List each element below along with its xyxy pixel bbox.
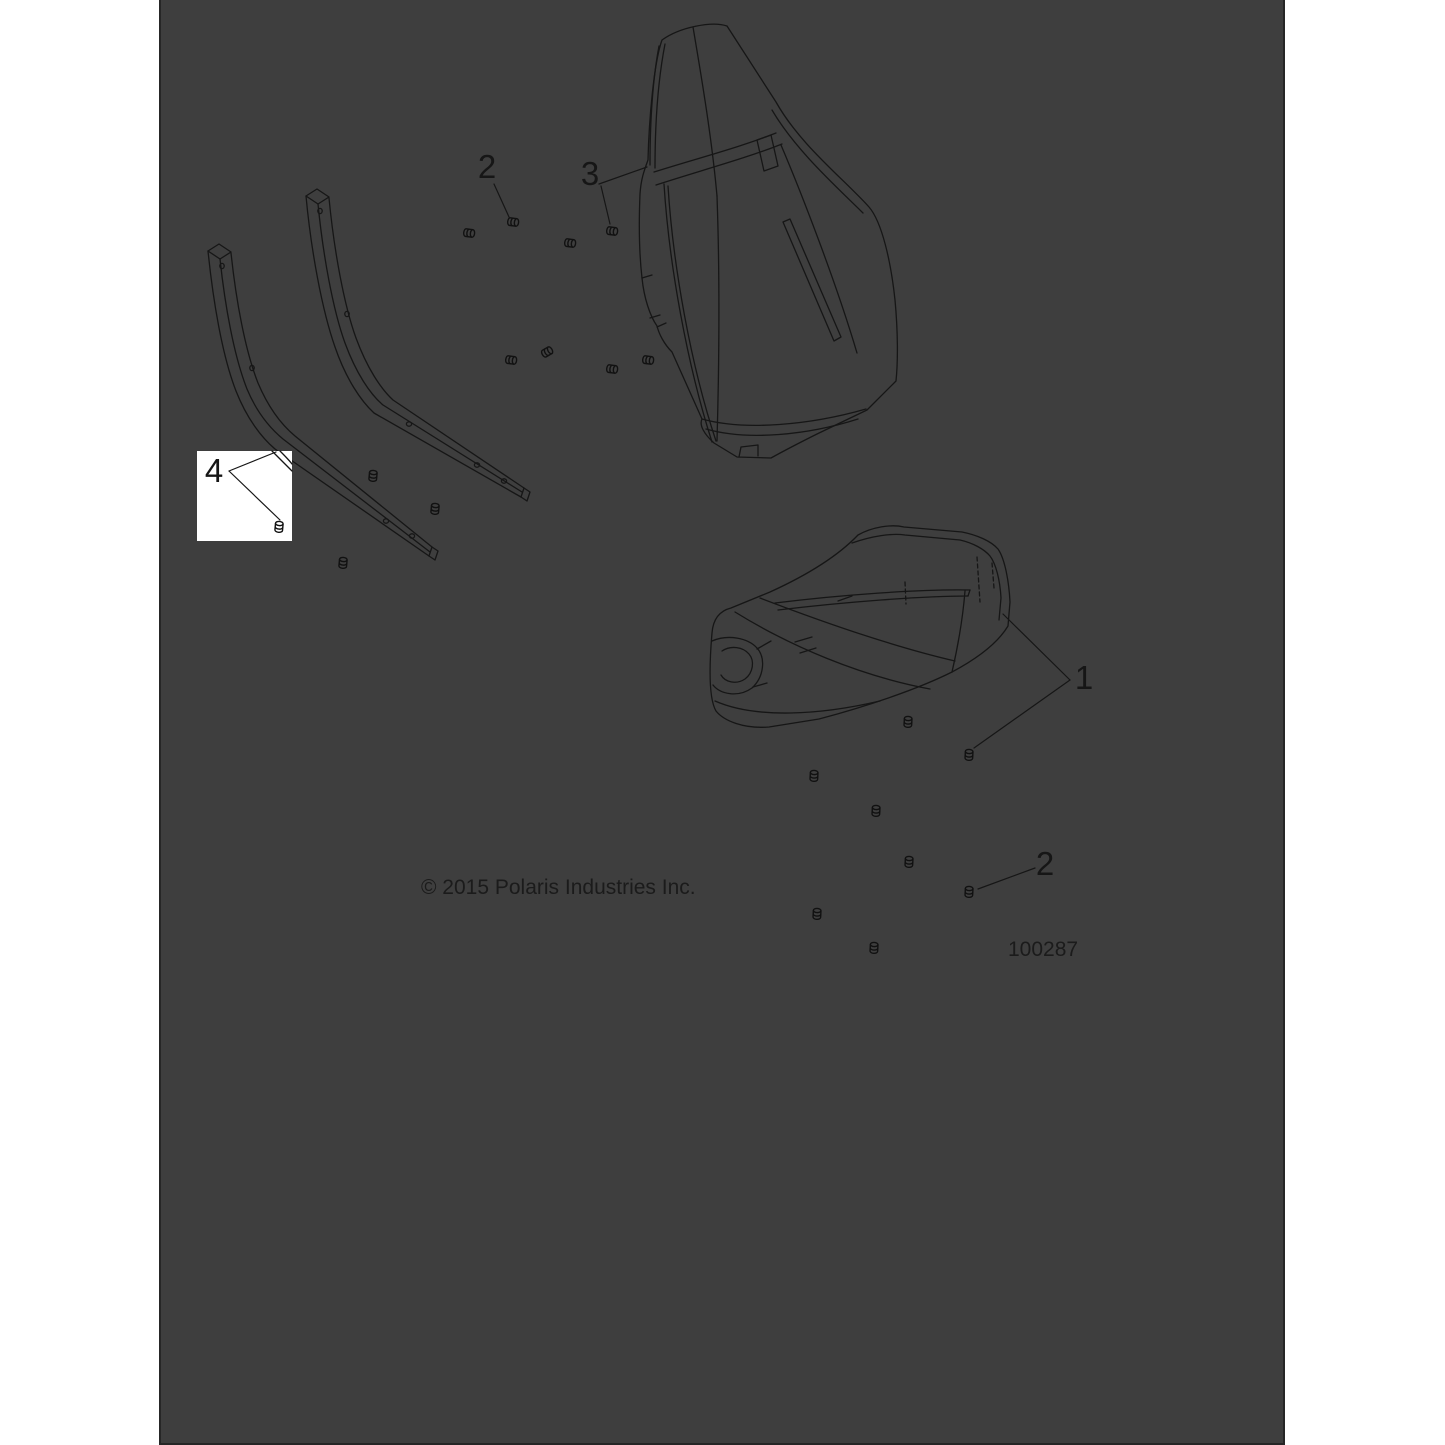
callout-number-4: 4 (204, 452, 224, 489)
bolt-fastener-icon (642, 356, 654, 365)
bolt-fastener-icon (905, 856, 913, 867)
copyright-text: © 2015 Polaris Industries Inc. (421, 876, 696, 899)
bolt-fastener-icon (606, 365, 618, 374)
callout-number-2: 2 (1035, 845, 1055, 882)
bolt-fastener-icon (463, 229, 475, 238)
callout-1-leader-line (1003, 614, 1070, 680)
callout-3-leader-line (599, 167, 647, 184)
callout-2-leader-line (494, 184, 509, 217)
bolt-fastener-icon (369, 470, 378, 482)
bolt-fastener-icon (965, 886, 973, 897)
callout-number-1: 1 (1074, 659, 1094, 696)
bolt-fastener-icon (505, 356, 517, 365)
callout-number-3: 3 (580, 155, 600, 192)
callout-number-2: 2 (477, 148, 497, 185)
bolt-fastener-icon (564, 239, 576, 248)
bolt-fastener-icon (870, 942, 878, 953)
bolt-fastener-icon (431, 503, 440, 515)
bolt-fastener-icon (606, 227, 618, 236)
callout-1-leader-line (974, 680, 1070, 748)
bracket-right-drawing (306, 189, 530, 501)
seat-back-drawing (639, 24, 897, 458)
bolt-fastener-icon (810, 770, 818, 781)
bolt-fastener-icon (965, 749, 973, 760)
bolt-fastener-icon (507, 218, 519, 227)
line-art-layer (208, 24, 1010, 727)
bolt-fastener-icon (904, 716, 912, 727)
seat-cushion-drawing (710, 526, 1010, 727)
bolt-fastener-icon (339, 557, 348, 569)
bolt-fastener-icon (872, 805, 880, 816)
callout-2-leader-line (978, 868, 1035, 889)
bolt-fastener-icon (813, 908, 821, 919)
bolt-fastener-icon (541, 346, 554, 358)
callout-3-leader-line (601, 186, 610, 224)
part-number-text: 100287 (1008, 938, 1079, 961)
